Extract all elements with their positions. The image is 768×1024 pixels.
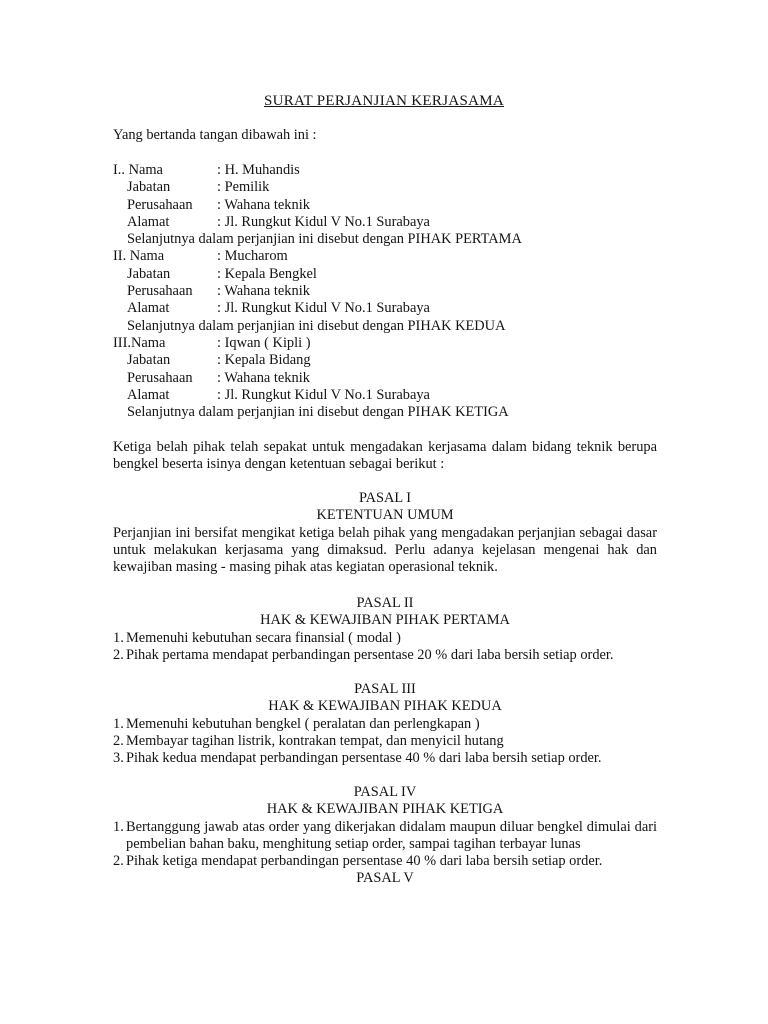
pasal-2-heading: HAK & KEWAJIBAN PIHAK PERTAMA — [260, 612, 510, 629]
pasal-2-item-number: 2. — [113, 646, 124, 663]
pasal-4-item — [113, 819, 657, 854]
party-1-jabatan-value: : Pemilik — [217, 179, 270, 196]
party-2-perusahaan-row — [113, 283, 657, 300]
party-2-name-row — [113, 248, 657, 265]
pasal-2-item-number: 1. — [113, 629, 124, 646]
party-2-name-label: II. Nama — [113, 248, 165, 265]
party-2-note: Selanjutnya dalam perjanjian ini disebut dengan PIHAK KEDUA — [127, 317, 506, 334]
party-3-perusahaan-label: Perusahaan — [127, 369, 193, 386]
pasal-3-heading: HAK & KEWAJIBAN PIHAK KEDUA — [268, 698, 502, 715]
party-2-alamat-value: : Jl. Rungkut Kidul V No.1 Surabaya — [217, 300, 430, 317]
party-1-perusahaan-row — [113, 197, 657, 214]
party-3-perusahaan-value: : Wahana teknik — [217, 369, 310, 386]
pasal-4-item-text: Pihak ketiga mendapat perbandingan persentase 40 % dari laba bersih setiap order. — [126, 853, 603, 870]
party-1-name-label: I.. Nama — [113, 162, 163, 178]
pasal-4-number: PASAL IV — [353, 784, 417, 800]
agreement-paragraph: Ketiga belah pihak telah sepakat untuk mengadakan kerjasama dalam bidang teknik berupa bengkel beserta isinya dengan ketentuan sebagai berikut : — [113, 439, 657, 473]
pasal-3-item-text: Membayar tagihan listrik, kontrakan tempat, dan menyicil hutang — [126, 732, 504, 749]
intro-line — [113, 127, 657, 144]
pasal-3-section — [113, 681, 657, 767]
party-1-alamat-label: Alamat — [127, 213, 170, 230]
party-3-name-row — [113, 335, 657, 352]
party-3-perusahaan-row — [113, 370, 657, 387]
pasal-2-section — [113, 595, 657, 664]
party-3-alamat-label: Alamat — [127, 386, 170, 403]
party-1-note: Selanjutnya dalam perjanjian ini disebut dengan PIHAK PERTAMA — [127, 231, 522, 248]
pasal-1-body: Perjanjian ini bersifat mengikat ketiga belah pihak yang mengadakan perjanjian sebagai dasar untuk melakukan kerjasama yang dimaksud. Perlu adanya kejelasan mengenai hak dan kewajiban masing - masing pihak atas kegiatan operasional teknik. — [113, 524, 657, 576]
pasal-1-number: PASAL I — [358, 490, 412, 506]
pasal-4-heading: HAK & KEWAJIBAN PIHAK KETIGA — [266, 801, 504, 818]
pasal-1-heading: KETENTUAN UMUM — [316, 507, 454, 524]
pasal-3-item-number: 3. — [113, 750, 124, 767]
party-3-alamat-row — [113, 387, 657, 404]
intro-text: Yang bertanda tangan dibawah ini : — [113, 127, 317, 143]
pasal-2-number: PASAL II — [356, 595, 414, 611]
party-2-jabatan-row — [113, 266, 657, 283]
party-1-perusahaan-value: : Wahana teknik — [217, 196, 310, 213]
party-2-name-value: : Mucharom — [217, 248, 288, 265]
pasal-3-item-text: Pihak kedua mendapat perbandingan persentase 40 % dari laba bersih setiap order. — [126, 750, 602, 767]
party-1-jabatan-row — [113, 179, 657, 196]
pasal-4-item — [113, 853, 657, 870]
party-1-name-value: : H. Muhandis — [217, 162, 300, 178]
pasal-4-item-number: 1. — [113, 818, 124, 835]
pasal-4-item-number: 2. — [113, 853, 124, 870]
party-3-name-label: III.Nama — [113, 334, 166, 351]
pasal-2-item — [113, 647, 657, 664]
party-2-jabatan-value: : Kepala Bengkel — [217, 265, 317, 282]
pasal-3-item — [113, 716, 657, 733]
pasal-2-item-text: Memenuhi kebutuhan secara finansial ( modal ) — [126, 629, 401, 646]
pasal-3-item-text: Memenuhi kebutuhan bengkel ( peralatan dan perlengkapan ) — [126, 715, 480, 732]
parties-block — [113, 162, 657, 421]
pasal-3-item-number: 2. — [113, 732, 124, 749]
pasal-4-section — [113, 784, 657, 888]
party-3-jabatan-label: Jabatan — [127, 352, 171, 369]
party-1-name-row — [113, 162, 657, 179]
pasal-3-number: PASAL III — [354, 681, 416, 697]
pasal-3-item — [113, 750, 657, 767]
document-title: SURAT PERJANJIAN KERJASAMA — [263, 93, 505, 109]
party-1-alamat-row — [113, 214, 657, 231]
party-3-alamat-value: : Jl. Rungkut Kidul V No.1 Surabaya — [217, 386, 430, 403]
pasal-3-item-number: 1. — [113, 715, 124, 732]
pasal-1-section — [113, 490, 657, 576]
pasal-4-item-text: Bertanggung jawab atas order yang dikerjakan didalam maupun diluar bengkel dimulai dari pembelian bahan baku, menghitung setiap order, sampai tagihan terbayar lunas — [126, 818, 657, 852]
party-2-perusahaan-label: Perusahaan — [127, 283, 193, 300]
party-2-alamat-row — [113, 300, 657, 317]
party-1-jabatan-label: Jabatan — [127, 179, 171, 196]
party-2-jabatan-label: Jabatan — [127, 265, 171, 282]
pasal-3-item — [113, 733, 657, 750]
party-3-jabatan-row — [113, 352, 657, 369]
pasal-2-item — [113, 630, 657, 647]
party-1-alamat-value: : Jl. Rungkut Kidul V No.1 Surabaya — [217, 213, 430, 230]
party-3-jabatan-value: : Kepala Bidang — [217, 352, 311, 369]
pasal-5-number: PASAL V — [356, 870, 414, 887]
party-2-perusahaan-value: : Wahana teknik — [217, 283, 310, 300]
pasal-2-item-text: Pihak pertama mendapat perbandingan persentase 20 % dari laba bersih setiap order. — [126, 646, 614, 663]
party-2-alamat-label: Alamat — [127, 300, 170, 317]
party-3-name-value: : Iqwan ( Kipli ) — [217, 334, 311, 351]
party-1-perusahaan-label: Perusahaan — [127, 196, 193, 213]
party-3-note: Selanjutnya dalam perjanjian ini disebut dengan PIHAK KETIGA — [127, 404, 509, 421]
